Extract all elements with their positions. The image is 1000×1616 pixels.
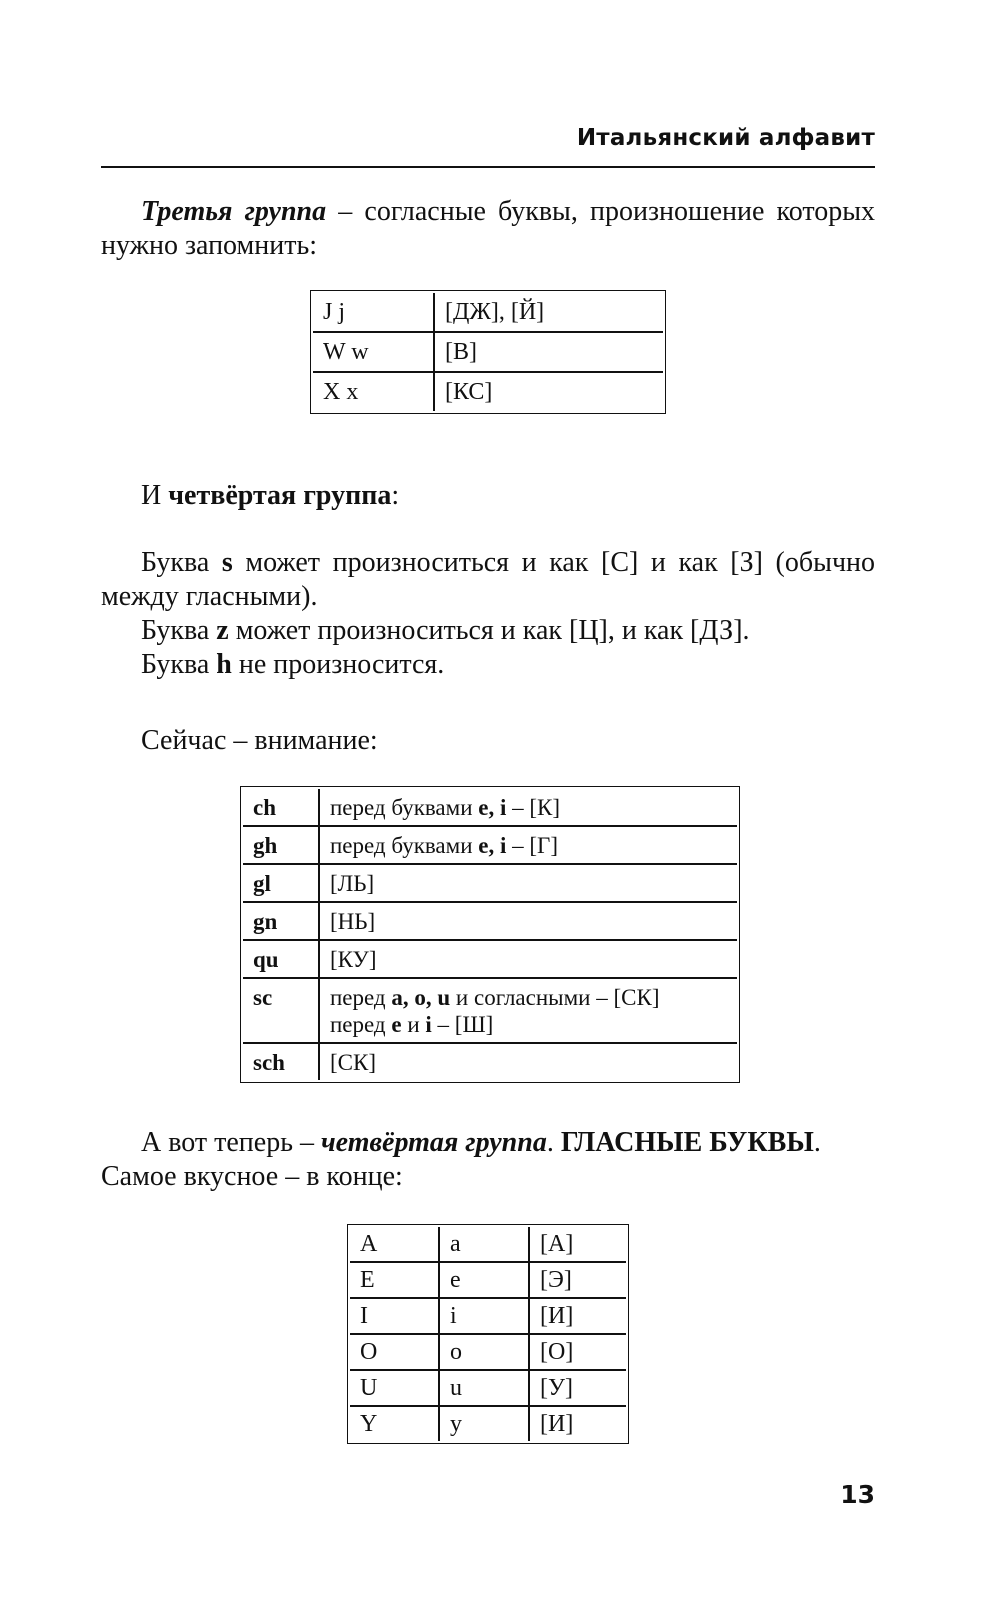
z-letter: z (216, 615, 229, 646)
paragraph-vowels-intro (101, 1126, 875, 1160)
table-row (243, 1044, 737, 1080)
upper-cell: E (350, 1263, 440, 1299)
z-text-c: может произноситься и как [Ц], и как [ДЗ]. (228, 615, 750, 646)
rule-cell (320, 789, 737, 827)
upper-cell: Y (350, 1407, 440, 1441)
upper-cell: I (350, 1299, 440, 1335)
rule-cell: [ЛЬ] (320, 865, 737, 903)
table-row (313, 373, 663, 411)
sound-cell: [Э] (530, 1263, 626, 1299)
h-letter: h (216, 649, 232, 680)
fourth-group-post: : (391, 480, 400, 511)
combo-cell: sc (243, 979, 320, 1044)
rule-letters: e, i (478, 795, 507, 820)
third-group-term: Третья группа (141, 196, 327, 227)
rule-cell: [СК] (330, 1050, 376, 1075)
sound-cell: [А] (530, 1227, 626, 1263)
table-row (243, 827, 737, 865)
rule-cell (320, 979, 737, 1044)
lower-cell: a (440, 1227, 530, 1263)
rule-letters: i (425, 1012, 432, 1037)
rule-text: перед (330, 1012, 392, 1037)
rule-letters: e (391, 1012, 402, 1037)
sound-cell: [В] (435, 333, 663, 373)
table-row (350, 1407, 626, 1441)
rule-cell: [НЬ] (320, 903, 737, 941)
combo-cell: gn (243, 903, 320, 941)
upper-cell: A (350, 1227, 440, 1263)
combo-cell: gl (243, 865, 320, 903)
combo-cell: gh (243, 827, 320, 865)
combo-cell: qu (243, 941, 320, 979)
rule-cell (320, 827, 737, 865)
vowels-text-a: А вот теперь – (141, 1127, 321, 1158)
table-row (313, 333, 663, 373)
vowels-term: четвёртая группа (320, 1127, 547, 1158)
s-letter: s (221, 547, 233, 578)
z-text-a: Буква (141, 615, 217, 646)
paragraph-letter-h (141, 648, 444, 682)
lower-cell: y (440, 1407, 530, 1441)
table-row (350, 1227, 626, 1263)
third-group-text: – согласные буквы, произношение которых нужно запомнить: (101, 196, 876, 261)
sound-cell: [КС] (445, 379, 493, 405)
table-row (350, 1335, 626, 1371)
h-text-a: Буква (141, 649, 217, 680)
upper-cell: U (350, 1371, 440, 1407)
sound-cell: [У] (530, 1371, 626, 1407)
vowels-intro-line2: Самое вкусное – в конце: (101, 1161, 403, 1192)
table-row (243, 789, 737, 827)
rule-letters: a, o, u (391, 985, 451, 1010)
rule-text: перед буквами (330, 833, 479, 858)
table-row (313, 293, 663, 333)
table-row (243, 903, 737, 941)
letter-cell: X x (313, 373, 435, 411)
rule-sound: и согласными – [СК] (450, 985, 660, 1010)
page-number: 13 (840, 1480, 875, 1509)
paragraph-third-group (101, 195, 875, 263)
rule-text: перед (330, 985, 392, 1010)
table-row (350, 1371, 626, 1407)
paragraph-letter-s (101, 546, 875, 614)
rule-sound: – [Г] (506, 833, 558, 858)
fourth-group-heading (141, 479, 399, 513)
rule-letters: e, i (478, 833, 507, 858)
attention-line: Сейчас – внимание: (141, 725, 378, 756)
running-header: Итальянский алфавит (576, 125, 875, 151)
sound-cell: [И] (530, 1299, 626, 1335)
combo-cell: sch (243, 1044, 320, 1080)
fourth-group-term: четвёртая группа (168, 480, 392, 511)
letter-combinations-table (240, 786, 740, 1083)
h-text-c: не произносится. (231, 649, 445, 680)
sound-cell: [И] (540, 1411, 574, 1437)
vowels-text-c: . (813, 1127, 821, 1158)
rule-cell: [КУ] (320, 941, 737, 979)
vowels-text-b: . (546, 1127, 561, 1158)
rule-sound: – [К] (506, 795, 561, 820)
rule-sound: – [Ш] (431, 1012, 494, 1037)
lower-cell: u (440, 1371, 530, 1407)
header-rule (101, 166, 875, 168)
rule-text: перед буквами (330, 795, 479, 820)
lower-cell: o (440, 1335, 530, 1371)
s-text-a: Буква (141, 547, 222, 578)
lower-cell: i (440, 1299, 530, 1335)
vowels-caps: ГЛАСНЫЕ БУКВЫ (560, 1127, 814, 1158)
table-row (243, 941, 737, 979)
lower-cell: e (440, 1263, 530, 1299)
combo-cell: ch (243, 789, 320, 827)
consonants-table (310, 290, 666, 414)
table-row (350, 1263, 626, 1299)
paragraph-letter-z (141, 614, 750, 648)
table-row (350, 1299, 626, 1335)
sound-cell: [О] (530, 1335, 626, 1371)
table-row (243, 865, 737, 903)
upper-cell: O (350, 1335, 440, 1371)
sound-cell: [ДЖ], [Й] (435, 293, 663, 333)
rule-text: и (401, 1012, 426, 1037)
table-row (243, 979, 737, 1044)
vowels-table (347, 1224, 629, 1444)
fourth-group-pre: И (141, 480, 169, 511)
s-text-c: может произноситься и как [С] и как [З] (обычно между гласными). (101, 547, 876, 612)
letter-cell: W w (313, 333, 435, 373)
letter-cell: J j (313, 293, 435, 333)
